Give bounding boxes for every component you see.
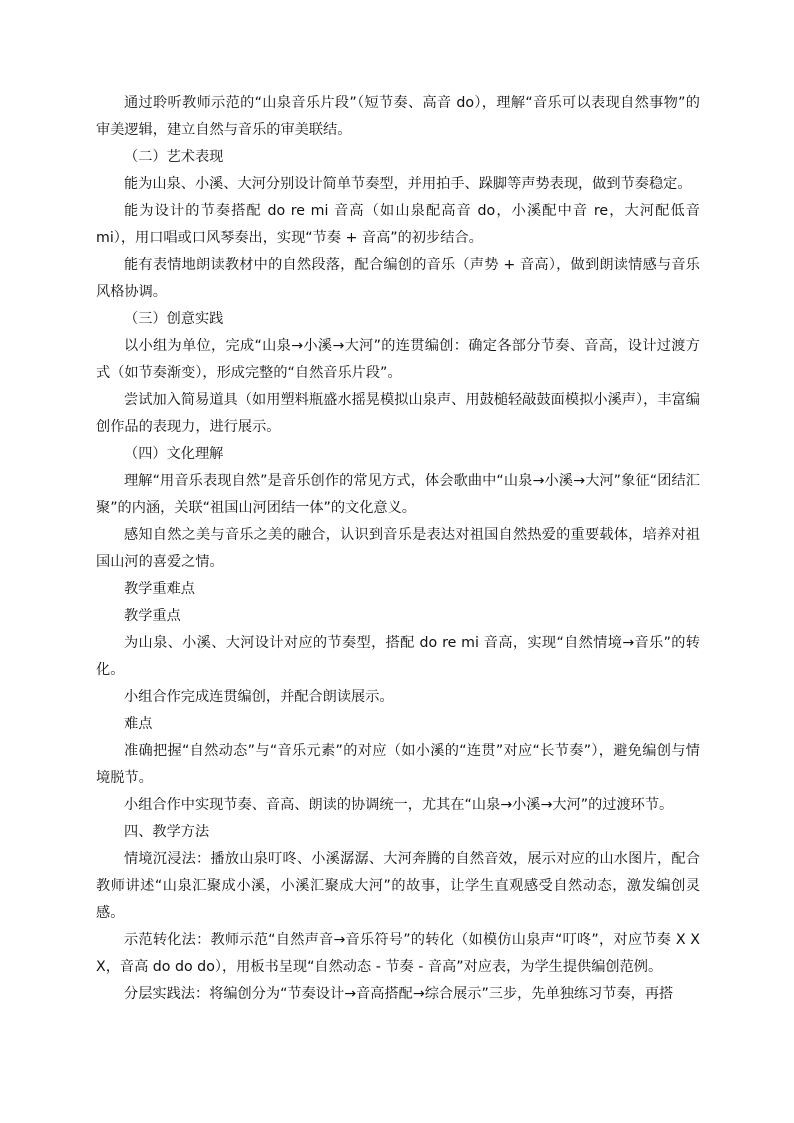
heading-creative-practice: （三）创意实践 <box>124 311 224 327</box>
paragraph: 小组合作中实现节奏、音高、朗读的协调统一，尤其在“山泉→小溪→大河”的过渡环节。 <box>124 797 674 813</box>
paragraph: 能有表情地朗读教材中的自然段落，配合编创的音乐（声势 + 音高），做到朗读情感与音乐风格协调。 <box>96 257 700 300</box>
paragraph: 情境沉浸法：播放山泉叮咚、小溪潺潺、大河奔腾的自然音效，展示对应的山水图片，配合教师讲述“山泉汇聚成小溪，小溪汇聚成大河”的故事，让学生直观感受自然动态，激发编创灵感。 <box>96 851 700 921</box>
document-body <box>96 90 700 1008</box>
heading-difficult-points: 难点 <box>124 716 153 732</box>
paragraph: 能为设计的节奏搭配 do re mi 音高（如山泉配高音 do，小溪配中音 re，大河配低音 mi），用口唱或口风琴奏出，实现“节奏 + 音高”的初步结合。 <box>96 203 700 246</box>
paragraph: 为山泉、小溪、大河设计对应的节奏型，搭配 do re mi 音高，实现“自然情境→音乐”的转化。 <box>96 635 700 678</box>
heading-art-performance: （二）艺术表现 <box>124 149 224 165</box>
paragraph: 能为山泉、小溪、大河分别设计简单节奏型，并用拍手、跺脚等声势表现，做到节奏稳定。 <box>124 176 692 192</box>
paragraph-intro: 通过聆听教师示范的“山泉音乐片段”（短节奏、高音 do），理解“音乐可以表现自然事物”的审美逻辑，建立自然与音乐的审美联结。 <box>96 95 700 138</box>
paragraph: 分层实践法：将编创分为“节奏设计→音高搭配→综合展示”三步，先单独练习节奏，再搭 <box>124 986 674 1002</box>
paragraph: 以小组为单位，完成“山泉→小溪→大河”的连贯编创：确定各部分节奏、音高，设计过渡方式（如节奏渐变），形成完整的“自然音乐片段”。 <box>96 338 700 381</box>
paragraph: 理解“用音乐表现自然”是音乐创作的常见方式，体会歌曲中“山泉→小溪→大河”象征“团结汇聚”的内涵，关联“祖国山河团结一体”的文化意义。 <box>96 473 700 516</box>
heading-key-difficult-points: 教学重难点 <box>124 581 195 597</box>
paragraph: 感知自然之美与音乐之美的融合，认识到音乐是表达对祖国自然热爱的重要载体，培养对祖国山河的喜爱之情。 <box>96 527 700 570</box>
paragraph: 准确把握“自然动态”与“音乐元素”的对应（如小溪的“连贯”对应“长节奏”），避免编创与情境脱节。 <box>96 743 700 786</box>
paragraph: 小组合作完成连贯编创，并配合朗读展示。 <box>124 689 394 705</box>
heading-key-points: 教学重点 <box>124 608 181 624</box>
heading-cultural-understanding: （四）文化理解 <box>124 446 224 462</box>
paragraph: 尝试加入简易道具（如用塑料瓶盛水摇晃模拟山泉声、用鼓槌轻敲鼓面模拟小溪声），丰富编创作品的表现力，进行展示。 <box>96 392 700 435</box>
paragraph: 示范转化法：教师示范“自然声音→音乐符号”的转化（如模仿山泉声“叮咚”，对应节奏 X X X，音高 do do do），用板书呈现“自然动态 - 节奏 - 音高”对应表，为学生提供编创范例。 <box>96 932 700 975</box>
heading-teaching-methods: 四、教学方法 <box>124 824 210 840</box>
